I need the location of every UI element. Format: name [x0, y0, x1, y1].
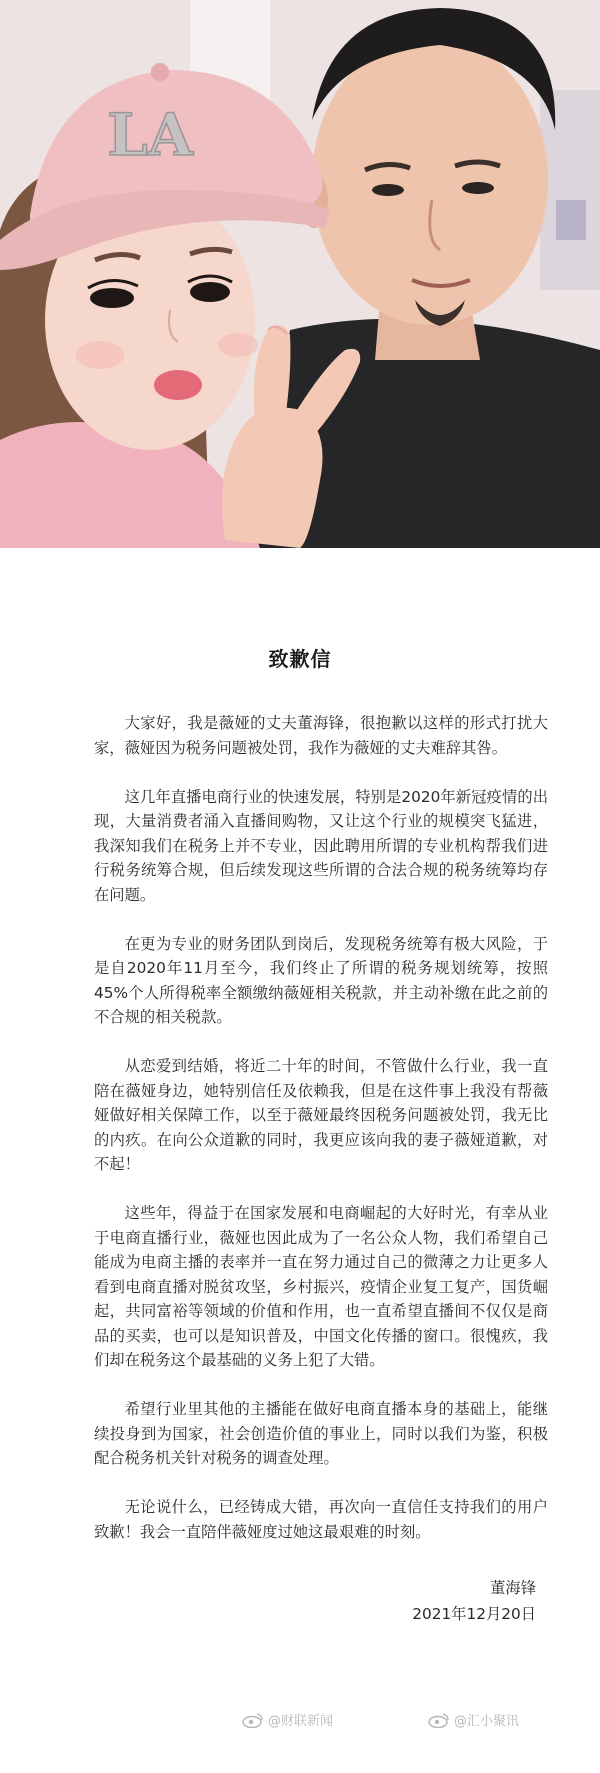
watermark-left-text: @财联新闻: [268, 1714, 334, 1729]
letter-paragraph: 这几年直播电商行业的快速发展，特别是2020年新冠疫情的出现，大量消费者涌入直播间购物，又让这个行业的规模突飞猛进，我深知我们在税务上并不专业，因此聘用所谓的专业机构帮我们进行税务统筹合规，但后续发现这些所谓的合法合规的税务统筹均存在问题。: [94, 787, 548, 904]
couple-photo-illustration: [0, 0, 600, 548]
letter-paragraph: 在更为专业的财务团队到岗后，发现税务统筹有极大风险，于是自2020年11月至今，我们终止了所谓的税务规划统筹，按照45%个人所得税率全额缴纳薇娅相关税款，并主动补缴在此之前的不合规的相关税款。: [94, 934, 548, 1026]
cap-logo: LA: [107, 101, 193, 169]
weibo-icon: [242, 1712, 264, 1728]
letter-body: [94, 711, 548, 1569]
letter-date: 2021年12月20日: [412, 1605, 536, 1623]
letter-paragraph: 大家好，我是薇娅的丈夫董海锋，很抱歉以这样的形式打扰大家，薇娅因为税务问题被处罚，我作为薇娅的丈夫难辞其咎。: [94, 714, 548, 757]
letter-paragraph: 希望行业里其他的主播能在做好电商直播本身的基础上，能继续投身到为国家，社会创造价值的事业上，同时以我们为鉴，积极配合税务机关针对税务的调查处理。: [94, 1400, 548, 1467]
letter-title: 致歉信: [268, 647, 332, 671]
letter-paragraph: 这些年，得益于在国家发展和电商崛起的大好时光，有幸从业于电商直播行业，薇娅也因此成为了一名公众人物，我们希望自己能成为电商主播的表率并一直在努力通过自己的微薄之力让更多人看到电商直播对脱贫攻坚，乡村振兴，疫情企业复工复产，国货崛起，共同富裕等领域的价值和作用，也一直希望直播间不仅仅是商品的买卖，也可以是知识普及，中国文化传播的窗口。很愧疚，我们却在税务这个最基础的义务上犯了大错。: [94, 1204, 548, 1369]
letter-paragraph: 从恋爱到结婚，将近二十年的时间，不管做什么行业，我一直陪在薇娅身边，她特别信任及依赖我，但是在这件事上我没有帮薇娅做好相关保障工作，以至于薇娅最终因税务问题被处罚，我无比的内疚。在向公众道歉的同时，我更应该向我的妻子薇娅道歉，对不起！: [94, 1057, 548, 1173]
apology-letter: [0, 548, 600, 1773]
watermark-left: [242, 1710, 333, 1729]
letter-signer: 董海锋: [490, 1579, 536, 1597]
watermark-right: [428, 1710, 519, 1729]
weibo-icon: [428, 1712, 450, 1728]
watermark-right-text: @汇小聚讯: [454, 1714, 520, 1729]
couple-photo: [0, 0, 600, 548]
letter-paragraph: 无论说什么，已经铸成大错，再次向一直信任支持我们的用户致歉！我会一直陪伴薇娅度过她这最艰难的时刻。: [94, 1498, 548, 1541]
